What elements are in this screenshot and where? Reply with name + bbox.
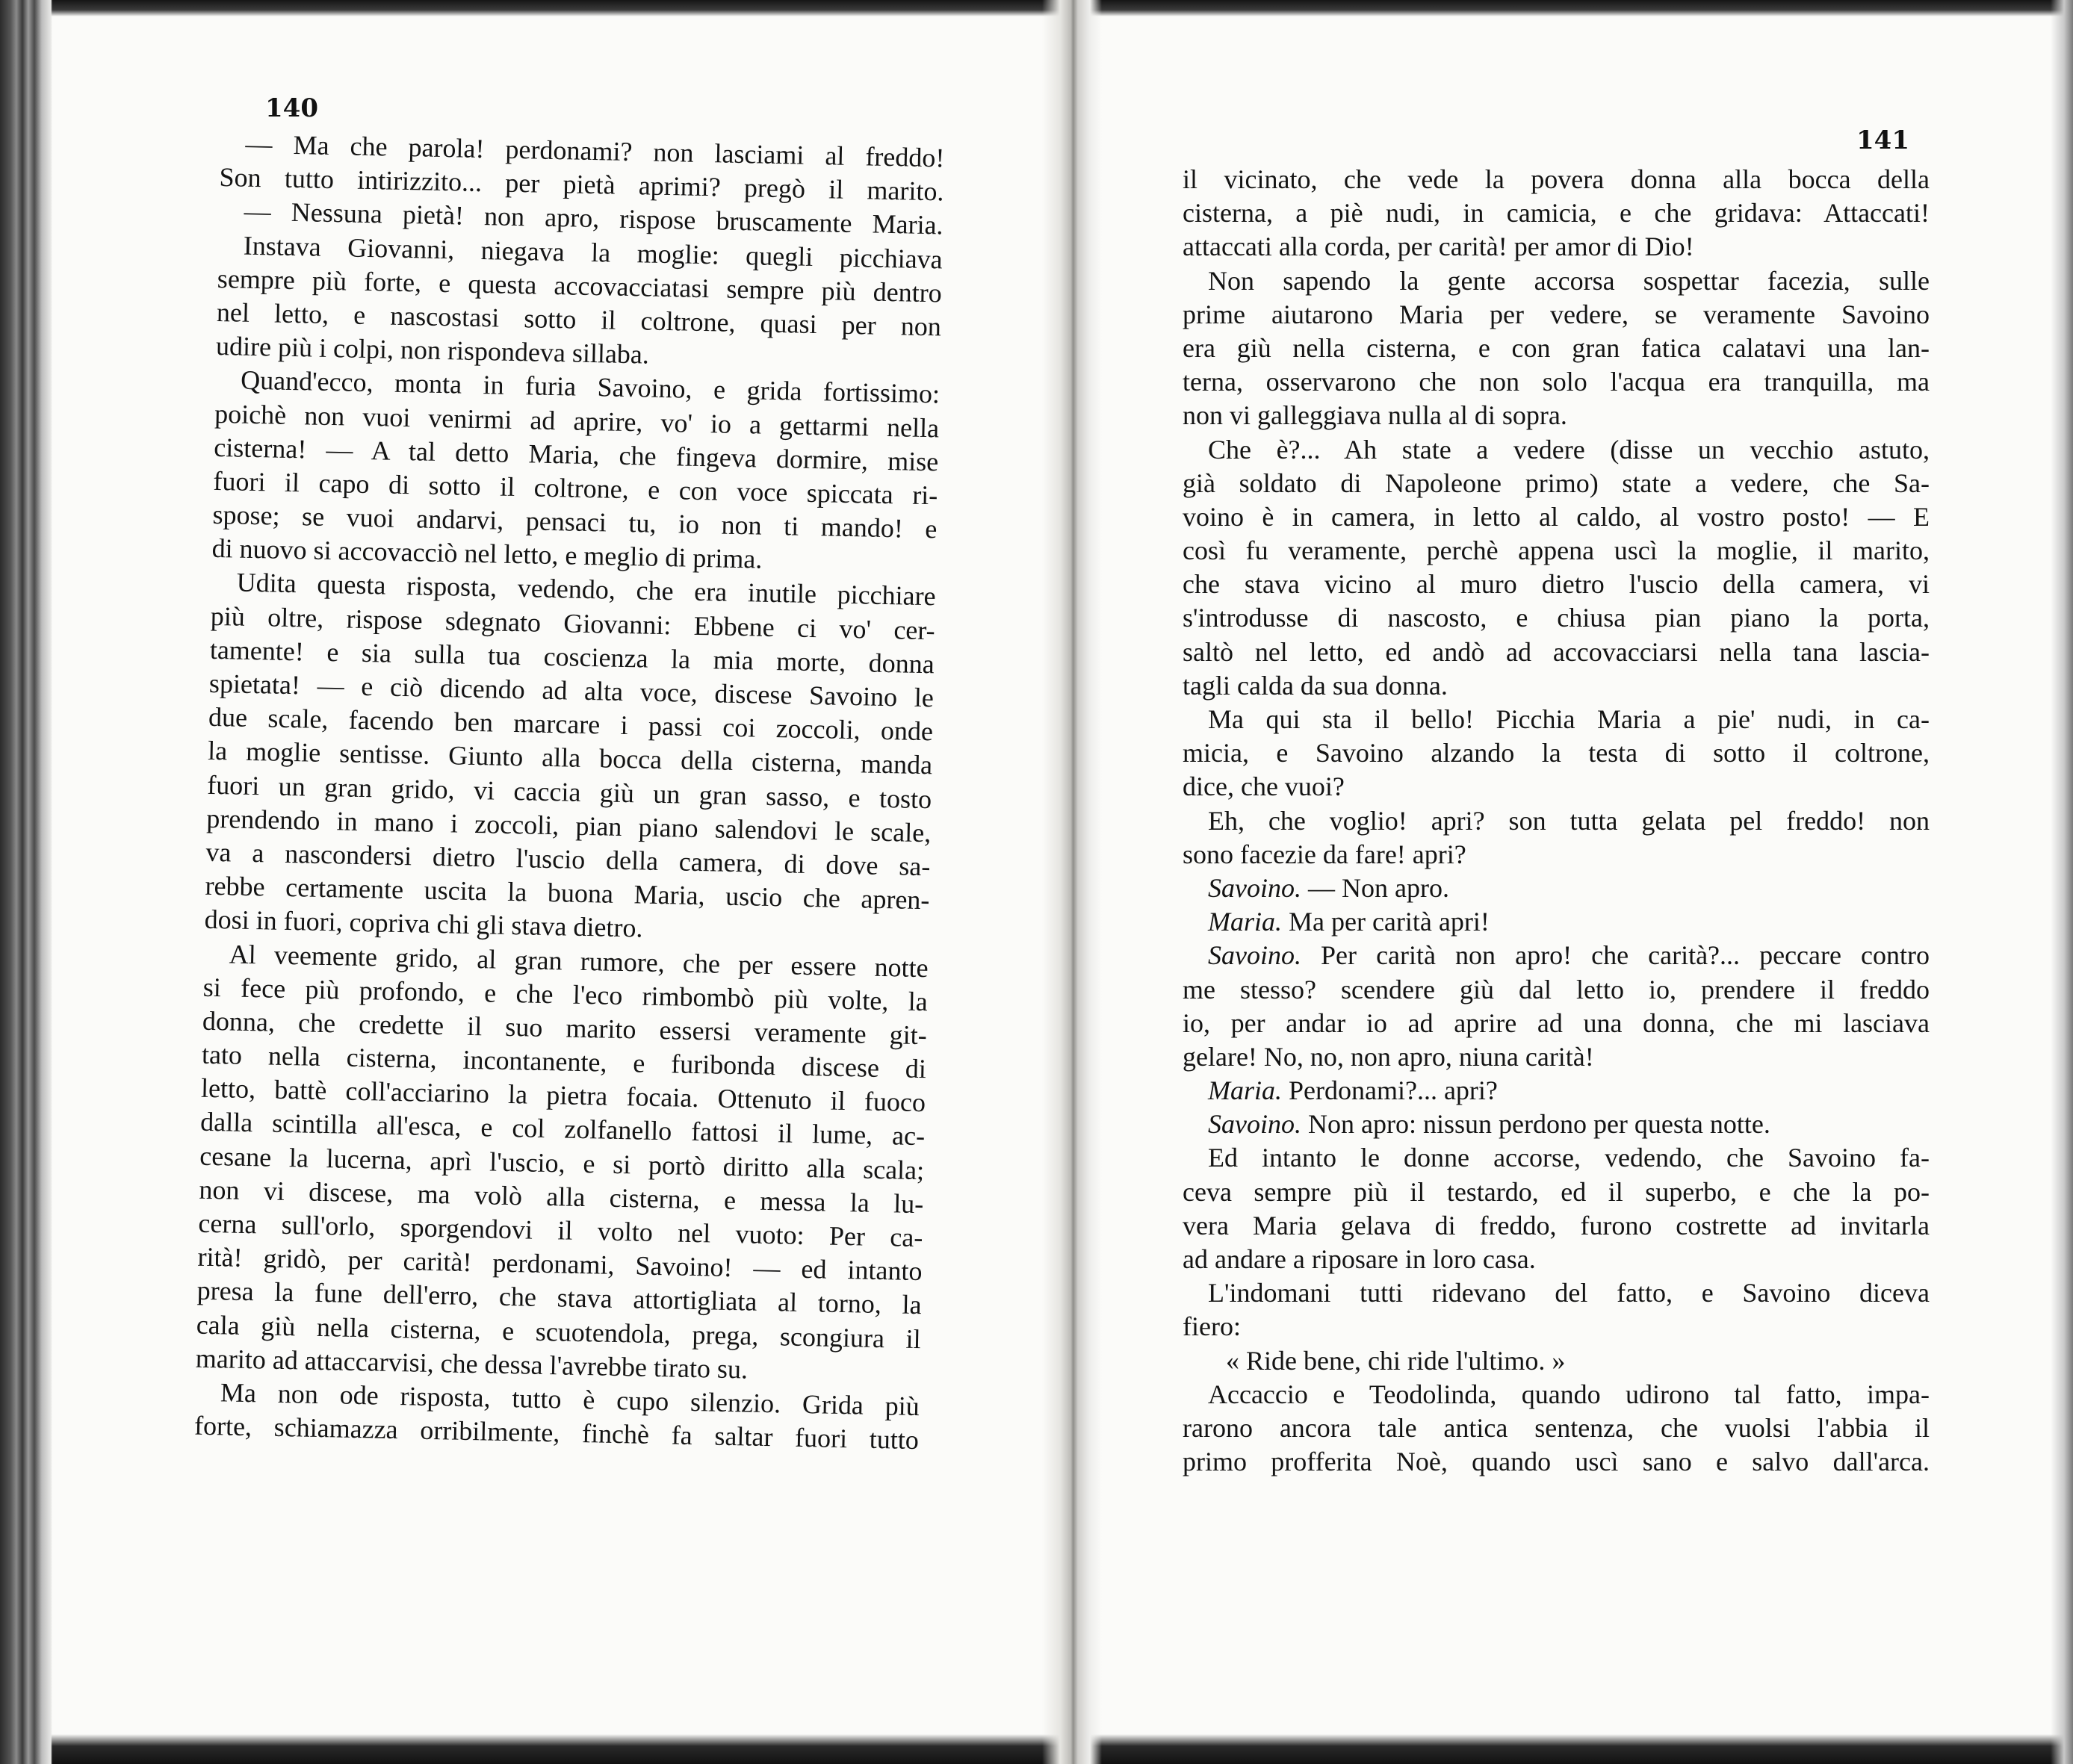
line-text: me stesso? scendere giù dal letto io, prendere il freddo (1183, 974, 1930, 1004)
line-text: voino è in camera, in letto al caldo, al vostro posto! — E (1183, 501, 1930, 532)
line-text: cisterna! — A tal detto Maria, che fingeva dormire, mise (213, 432, 939, 477)
line-text: era giù nella cisterna, e con gran fatica calatavi una lan- (1183, 332, 1930, 363)
book-edge-right (2051, 0, 2073, 1764)
line-text: io, per andar io ad aprire ad una donna, che mi lasciava (1183, 1007, 1930, 1038)
text-line (1183, 872, 1930, 905)
text-line (1183, 838, 1930, 872)
line-text: rebbe certamente uscita la buona Maria, uscio che apren- (205, 870, 930, 916)
line-text: — Ma che parola! perdonami? non lasciami al freddo! (245, 128, 945, 173)
line-text: prime aiutarono Maria per vedere, se veramente Savoino (1183, 299, 1930, 329)
line-text: Non sapendo la gente accorsa sospettar facezia, sulle (1208, 265, 1930, 296)
text-line (1183, 196, 1930, 230)
right-page-text (1183, 163, 1930, 1479)
paragraph-indent (218, 254, 244, 255)
line-text: attaccati alla corda, per carità! per amor di Dio! (1183, 232, 1694, 262)
text-line (1183, 1176, 1930, 1209)
text-line (1183, 1243, 1930, 1276)
line-text: marito ad attaccarvisi, che dessa l'avrebbe tirato su. (195, 1343, 749, 1385)
line-text: saltò nel letto, ed andò ad accovacciarsi nella tana lascia- (1183, 636, 1930, 667)
line-text: Per carità non apro! che carità?... peccare contro (1301, 940, 1930, 971)
line-text: udire più i colpi, non rispondeva sillaba. (215, 331, 650, 370)
line-text: primo profferita Noè, quando uscì sano e salvo dall'arca. (1183, 1447, 1930, 1477)
line-text: spietata! — e ciò dicendo ad alta voce, discese Savoino le (208, 668, 935, 713)
speaker-name: Savoino. (1208, 940, 1301, 971)
line-text: letto, battè coll'acciarino la pietra focaia. Ottenuto il fuoco (200, 1072, 926, 1118)
line-text: non vi galleggiava nulla al di sopra. (1183, 400, 1567, 431)
line-text: L'indomani tutti ridevano del fatto, e Savoino diceva (1208, 1278, 1930, 1308)
text-line (1183, 601, 1930, 635)
text-line (1183, 534, 1930, 568)
line-text: micia, e Savoino alzando la testa di sotto il coltrone, (1183, 738, 1930, 768)
line-text: Ma non ode risposta, tutto è cupo silenzio. Grida più (220, 1377, 920, 1422)
line-text: — Non apro. (1301, 872, 1449, 903)
line-text: s'introdusse di nascosto, e chiusa pian piano la porta, (1183, 603, 1930, 633)
text-line (1183, 636, 1930, 669)
line-text: più oltre, rispose sdegnato Giovanni: Ebbene ci vo' cer- (210, 600, 936, 645)
text-line (1183, 1411, 1930, 1445)
line-text: di nuovo si accovacciò nel letto, e meglio di prima. (211, 533, 763, 574)
line-text: ad andare a riposare in loro casa. (1183, 1244, 1536, 1274)
line-text: Che è?... Ah state a vedere (disse un vecchio astuto, (1208, 434, 1930, 465)
line-text: Perdonami?... apri? (1282, 1075, 1498, 1106)
text-line (1183, 736, 1930, 770)
text-line (1183, 905, 1930, 939)
line-text: fuori il capo di sotto il coltrone, e con voce spiccata ri- (213, 465, 938, 511)
line-text: già soldato di Napoleone primo) state a vedere, che Sa- (1183, 468, 1930, 498)
line-text: « Ride bene, chi ride l'ultimo. » (1226, 1345, 1566, 1376)
line-text: donna, che credette il suo marito essersi veramente git- (202, 1005, 928, 1051)
text-line (1183, 939, 1930, 972)
text-line (1183, 1310, 1930, 1344)
paragraph-indent (204, 962, 229, 963)
line-text: fuori un gran grido, vi caccia giù un gran sasso, e tosto (206, 769, 932, 814)
line-text: Accaccio e Teodolinda, quando udirono tal fatto, impa- (1208, 1379, 1930, 1409)
line-text: la moglie sentisse. Giunto alla bocca della cisterna, manda (207, 736, 933, 780)
line-text: Eh, che voglio! apri? son tutta gelata pel freddo! non (1208, 805, 1930, 836)
text-line (1183, 264, 1930, 298)
line-text: Ma per carità apri! (1282, 907, 1490, 937)
line-text: tamente! e sia sulla tua coscienza la mia morte, donna (209, 634, 935, 680)
text-line (1183, 703, 1930, 736)
line-text: tato nella cisterna, incontanente, e furibonda discese di (201, 1039, 927, 1084)
line-text: il vicinato, che vede la povera donna alla bocca della (1183, 164, 1930, 194)
line-text: fiero: (1183, 1311, 1241, 1342)
paragraph-indent (220, 152, 245, 153)
text-line (1183, 1040, 1930, 1074)
page-number: 140 (265, 93, 318, 123)
line-text: che stava vicino al muro dietro l'uscio della camera, vi (1183, 569, 1930, 600)
text-line (1183, 1209, 1930, 1243)
line-text: Al veemente grido, al gran rumore, che per essere notte (229, 938, 929, 983)
line-text: sempre più forte, e questa accovacciatasi sempre più dentro (217, 263, 943, 308)
paragraph-indent (215, 388, 241, 389)
text-line (1183, 1344, 1930, 1378)
text-line (1183, 399, 1930, 432)
line-text: Ma qui sta il bello! Picchia Maria a pie' nudi, in ca- (1208, 704, 1930, 734)
text-line (1183, 500, 1930, 534)
text-line (1183, 669, 1930, 703)
line-text: cisterna, a piè nudi, in camicia, e che gridava: Attaccati! (1183, 198, 1930, 229)
text-line (1183, 467, 1930, 500)
line-text: rarono ancora tale antica sentenza, che vuolsi l'abbia il (1183, 1412, 1930, 1443)
line-text: va a nascondersi dietro l'uscio della camera, di dove sa- (205, 836, 931, 882)
text-line (1183, 433, 1930, 467)
line-text: vera Maria gelava di freddo, furono costrette ad invitarla (1183, 1210, 1930, 1240)
left-page (52, 0, 1042, 1764)
line-text: nel letto, e nascostasi sotto il coltrone, quasi per non (216, 296, 942, 342)
line-text: Quand'ecco, monta in furia Savoino, e grida fortissimo: (240, 364, 941, 409)
line-text: dice, che vuoi? (1183, 771, 1345, 802)
text-line (1183, 804, 1930, 838)
text-line (1183, 365, 1930, 399)
left-page-text (194, 127, 945, 1457)
line-text: dosi in fuori, copriva chi gli stava dietro. (204, 904, 643, 943)
right-page (1102, 0, 2051, 1764)
line-text: Son tutto intirizzito... per pietà aprimi? pregò il marito. (219, 162, 944, 207)
paragraph-indent (195, 1401, 220, 1402)
line-text: forte, schiamazza orribilmente, finchè fa saltar fuori tutto (193, 1410, 920, 1456)
line-text: tagli calda da sua donna. (1183, 670, 1448, 701)
line-text: Non apro: nissun perdono per questa notte. (1301, 1109, 1770, 1140)
text-line (1183, 298, 1930, 332)
text-line (1183, 163, 1930, 196)
line-text: terna, osservarono che non solo l'acqua era tranquilla, ma (1183, 367, 1930, 397)
line-text: cala giù nella cisterna, e scuotendola, prega, scongiura il (196, 1309, 922, 1354)
line-text: Udita questa risposta, vedendo, che era inutile picchiare (236, 568, 936, 612)
text-line (1183, 1378, 1930, 1411)
page-number: 141 (1856, 125, 1909, 155)
text-line (1183, 973, 1930, 1007)
line-text: sono facezie da fare! apri? (1183, 839, 1466, 869)
text-line (1183, 1141, 1930, 1175)
line-text: ceva sempre più il testardo, ed il superbo, e che la po- (1183, 1176, 1930, 1207)
text-line (1183, 1108, 1930, 1141)
text-line (1183, 332, 1930, 365)
line-text: — Nessuna pietà! non apro, rispose bruscamente Maria. (244, 196, 943, 240)
line-text: cerna sull'orlo, sporgendovi il volto nel vuoto: Per ca- (198, 1208, 923, 1253)
line-text: prendendo in mano i zoccoli, pian piano salendovi le scale, (206, 803, 932, 848)
line-text: presa la fune dell'erro, che stava attortigliata al torno, la (196, 1276, 922, 1320)
line-text: non vi discese, ma volò alla cisterna, e messa la lu- (199, 1174, 924, 1219)
text-line (1183, 568, 1930, 601)
line-text: Instava Giovanni, niegava la moglie: quegli picchiava (243, 230, 943, 274)
speaker-name: Maria. (1208, 907, 1282, 937)
line-text: gelare! No, no, non apro, niuna carità! (1183, 1041, 1594, 1072)
speaker-name: Savoino. (1208, 1109, 1301, 1140)
book-gutter (1042, 0, 1102, 1764)
line-text: poichè non vuoi venirmi ad aprire, vo' io a gettarmi nella (214, 398, 940, 443)
line-text: due scale, facendo ben marcare i passi coi zoccoli, onde (208, 702, 934, 747)
text-line (1183, 1276, 1930, 1310)
text-line (1183, 1074, 1930, 1108)
line-text: Ed intanto le donne accorse, vedendo, che Savoino fa- (1208, 1143, 1930, 1173)
line-text: così fu veramente, perchè appena uscì la moglie, il marito, (1183, 535, 1930, 566)
line-text: rità! gridò, per carità! perdonami, Savoino! — ed intanto (197, 1241, 923, 1287)
book-edge-left (0, 0, 52, 1764)
line-text: cesane la lucerna, aprì l'uscio, e si portò diritto alla scala; (199, 1140, 925, 1185)
line-text: spose; se vuoi andarvi, pensaci tu, io non ti mando! e (212, 499, 938, 544)
text-line (1183, 1007, 1930, 1040)
speaker-name: Maria. (1208, 1075, 1282, 1106)
text-line (1183, 770, 1930, 804)
line-text: si fece più profondo, e che l'eco rimbombò più volte, la (202, 972, 929, 1016)
text-line (1183, 230, 1930, 264)
text-line (1183, 1445, 1930, 1479)
line-text: dalla scintilla all'esca, e col zolfanello fattosi il lume, ac- (199, 1107, 926, 1152)
speaker-name: Savoino. (1208, 872, 1301, 903)
